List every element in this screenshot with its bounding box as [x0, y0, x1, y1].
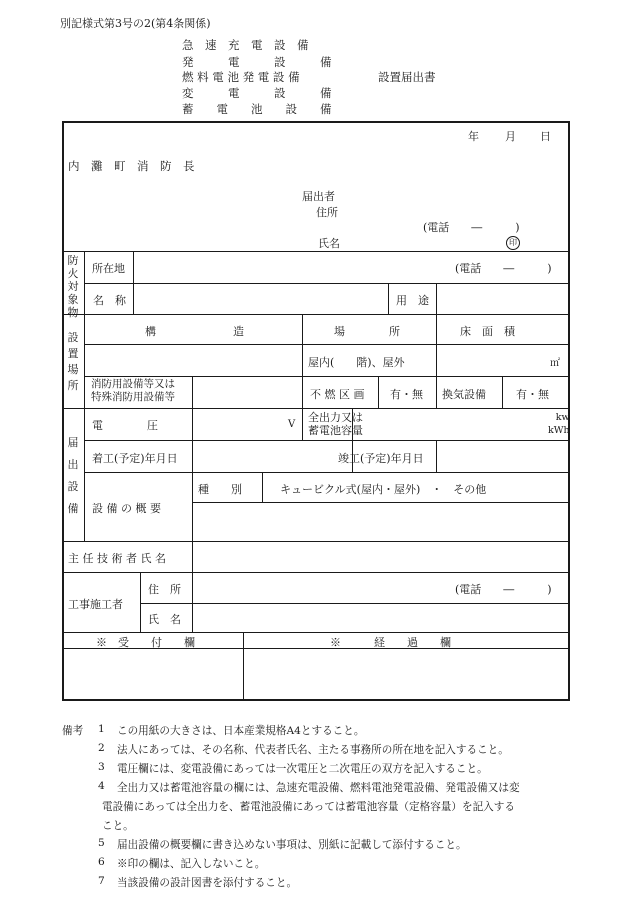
note-number: 5: [98, 837, 105, 849]
type-value: キュービクル式(屋内・屋外) ・ その他: [280, 483, 487, 496]
contractor-address-label: 住 所: [148, 583, 181, 596]
overview-label: 設 備 の 概 要: [92, 502, 161, 515]
use-label: 用 途: [396, 294, 429, 307]
note-number: 4: [98, 780, 105, 792]
start-date-label: 着工(予定)年月日: [92, 452, 178, 465]
note-number: 6: [98, 856, 105, 868]
title-line-3: 燃 料 電 池 発 電 設 備: [182, 70, 300, 84]
rule: [436, 314, 437, 408]
output-label-2: 蓄電池容量: [308, 424, 363, 437]
output-capacity-label: [308, 411, 363, 437]
area-unit: ㎡: [550, 358, 560, 369]
output-unit-kwh: kWh: [548, 425, 570, 436]
note-text: 電圧欄には、変電設備にあっては一次電圧と二次電圧の双方を記入すること。: [117, 763, 488, 775]
applicant-address-label: 住所: [316, 206, 338, 219]
note-text: ※印の欄は、記入しないこと。: [117, 858, 266, 870]
note-text: 全出力又は蓄電池容量の欄には、急速充電設備、燃料電池発電設備、発電設備又は変: [117, 782, 520, 794]
applicant-label: 届出者: [302, 190, 335, 203]
contractor-label: 工事施工者: [68, 598, 123, 611]
title-suffix: 設置届出書: [378, 70, 436, 84]
location-label: 所在地: [92, 262, 125, 275]
rule: [436, 440, 437, 472]
title-line-1: 急 速 充 電 設 備: [182, 38, 309, 52]
note-number: 2: [98, 742, 105, 754]
rule: [388, 283, 389, 314]
rule: [436, 283, 437, 314]
install-place-group-label: 設置場所: [67, 331, 79, 392]
applicant-name-label: 氏名: [318, 237, 340, 250]
note-number: 1: [98, 723, 105, 735]
rule: [302, 408, 303, 440]
seal-icon: 印: [506, 236, 520, 250]
note-text: こと。: [102, 820, 134, 832]
rule: [84, 376, 570, 377]
rule: [140, 572, 141, 632]
note-text: この用紙の大きさは、日本産業規格A4とすること。: [117, 725, 365, 737]
addressee: 内 灘 町 消 防 長: [68, 159, 195, 173]
note-text: 届出設備の概要欄に書き込めない事項は、別紙に記載して添付すること。: [117, 839, 467, 851]
chief-engineer-label: 主 任 技 術 者 氏 名: [68, 552, 166, 565]
note-text: 当該設備の設計図書を添付すること。: [117, 877, 298, 889]
finish-date-label: 竣工(予定)年月日: [338, 452, 424, 465]
rule: [378, 376, 379, 408]
fire-equipment-label: [91, 378, 175, 404]
rule: [262, 472, 263, 502]
contractor-phone-label: (電話 ― ): [455, 583, 552, 596]
rule: [192, 502, 570, 503]
contractor-name-label: 氏 名: [148, 613, 181, 626]
voltage-unit: V: [288, 419, 296, 430]
fire-target-group-label: 防火対象物: [67, 254, 79, 319]
title-line-5: 蓄 電 池 設 備: [182, 102, 332, 116]
rule: [62, 541, 570, 542]
rule: [62, 251, 570, 252]
rule: [192, 376, 193, 408]
structure-label: 構 造: [145, 325, 244, 338]
rule: [62, 632, 570, 633]
name-label: 名 称: [93, 294, 126, 307]
output-label-1: 全出力又は: [308, 411, 363, 424]
rule: [84, 440, 570, 441]
form-code: 別記様式第3号の2(第4条関係): [60, 17, 211, 30]
indoor-outdoor-label: 屋内( 階)、屋外: [308, 356, 405, 369]
ventilation-label: 換気設備: [442, 388, 486, 401]
applicant-phone-label: (電話 ― ): [423, 221, 520, 234]
rule: [62, 572, 570, 573]
rule: [62, 314, 570, 315]
noncombustible-label: 不 燃 区 画: [310, 388, 365, 401]
noncombustible-value: 有・無: [390, 388, 423, 401]
note-number: 3: [98, 761, 105, 773]
floor-area-label: 床 面 積: [460, 325, 515, 338]
voltage-label: 電 圧: [92, 419, 158, 432]
rule: [192, 541, 193, 632]
rule: [84, 283, 570, 284]
progress-column-label: ※ 経 過 欄: [330, 636, 451, 649]
rule: [84, 472, 570, 473]
rule: [192, 408, 193, 541]
note-text: 電設備にあっては全出力を、蓄電池設備にあっては蓄電池容量（定格容量）を記入する: [102, 801, 515, 813]
rule: [243, 632, 244, 701]
rule: [84, 251, 85, 541]
place-label: 場 所: [334, 325, 400, 338]
ventilation-value: 有・無: [516, 388, 549, 401]
output-units: [548, 411, 570, 437]
fire-equipment-label-1: 消防用設備等又は: [91, 378, 175, 390]
date-month-label: 月: [505, 130, 516, 143]
date-day-label: 日: [540, 130, 551, 143]
title-line-2: 発 電 設 備: [182, 55, 332, 69]
equipment-group-label: 届出設備: [67, 436, 79, 515]
note-number: 7: [98, 875, 105, 887]
output-unit-kw: kw: [555, 412, 570, 423]
note-text: 法人にあっては、その名称、代表者氏名、主たる事務所の所在地を記入すること。: [117, 744, 509, 756]
rule: [502, 376, 503, 408]
fire-equipment-label-2: 特殊消防用設備等: [91, 391, 175, 403]
rule: [84, 344, 570, 345]
seal-mark: [506, 235, 520, 250]
title-line-4: 変 電 設 備: [182, 86, 332, 100]
rule: [133, 251, 134, 314]
date-year-label: 年: [468, 130, 479, 143]
rule: [302, 314, 303, 408]
type-label: 種 別: [198, 483, 242, 496]
notes-heading: 備考: [62, 725, 84, 737]
reception-column-label: ※ 受 付 欄: [96, 636, 195, 649]
rule: [62, 408, 570, 409]
location-phone-label: (電話 ― ): [455, 262, 552, 275]
rule: [140, 603, 570, 604]
